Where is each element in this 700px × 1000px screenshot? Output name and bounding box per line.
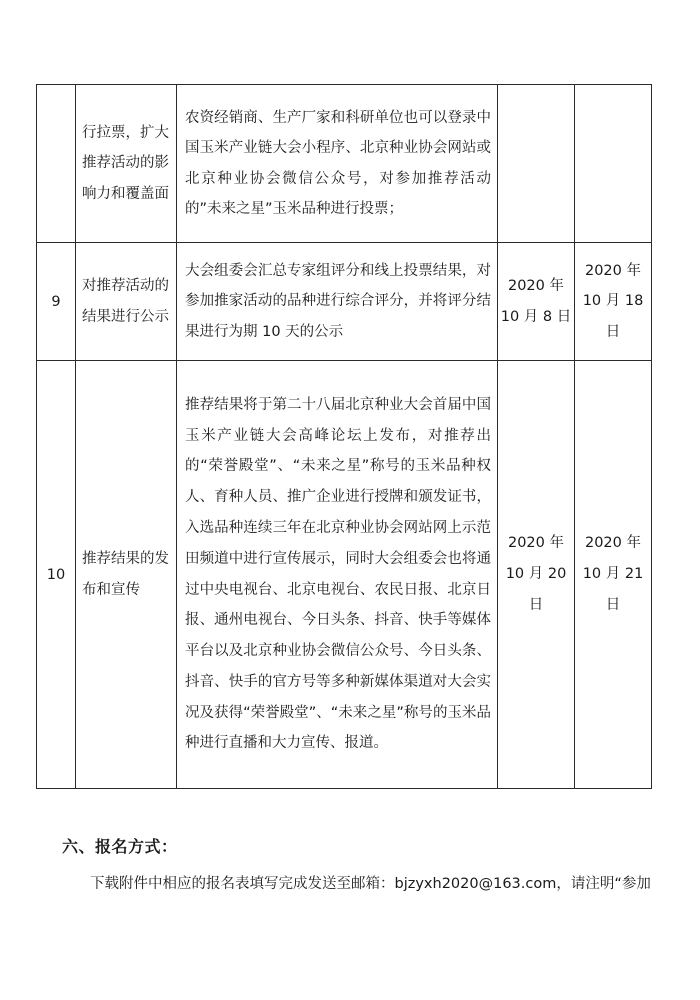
activity-cell: 行拉票，扩大推荐活动的影响力和覆盖面	[82, 124, 169, 202]
description-cell: 农资经销商、生产厂家和科研单位也可以登录中国玉米产业链大会小程序、北京种业协会网站或北京种业协会微信公众号，对参加推荐活动的”未来之星”玉米品种进行投票；	[185, 109, 491, 217]
activity-cell: 对推荐活动的结果进行公示	[82, 278, 169, 325]
description-cell: 大会组委会汇总专家组评分和线上投票结果，对参加推家活动的品种进行综合评分，并将评分结果进行为期 10 天的公示	[185, 262, 491, 340]
row-number: 9	[37, 243, 76, 361]
table-row	[37, 85, 652, 243]
section-heading: 六、报名方式：	[62, 837, 178, 856]
row-number: 10	[37, 361, 76, 789]
start-date-cell: 2020 年 10 月 8 日	[500, 278, 572, 325]
activity-cell: 推荐结果的发布和宣传	[82, 551, 169, 598]
description-cell: 推荐结果将于第二十八届北京种业大会首届中国玉米产业链大会高峰论坛上发布，对推荐出的“荣誉殿堂”、“未来之星”称号的玉米品种权人、育种人员、推广企业进行授牌和颁发证书，入选品种连续三年在北京种业协会网站网上示范田频道中进行宣传展示，同时大会组委会也将通过中央电视台、北京电视台、农民日报、北京日报、通州电视台、今日头条、抖音、快手等媒体平台以及北京种业协会微信公众号、今日头条、抖音、快手的官方号等多种新媒体渠道对大会实况及获得“荣誉殿堂”、“未来之星”称号的玉米品种进行直播和大力宣传、报道。	[185, 396, 491, 752]
start-date-cell: 2020 年 10 月 20 日	[505, 535, 567, 613]
row-number	[37, 85, 76, 243]
table-row	[37, 243, 652, 361]
schedule-table	[36, 84, 652, 789]
registration-text: 下载附件中相应的报名表填写完成发送至邮箱：bjzyxh2020@163.com，请注明“参加	[90, 876, 651, 892]
table-row	[37, 361, 652, 789]
end-date-cell: 2020 年 10 月 21 日	[582, 535, 644, 613]
end-date-cell: 2020 年 10 月 18 日	[582, 262, 644, 340]
